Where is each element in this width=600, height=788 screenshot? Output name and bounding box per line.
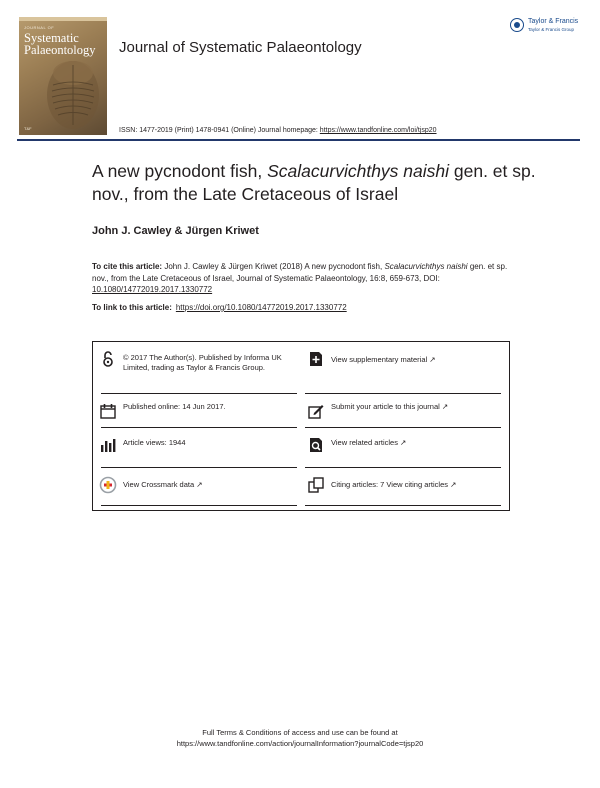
article-authors: John J. Cawley & Jürgen Kriwet — [92, 225, 259, 237]
cover-title-line1: Systematic — [24, 31, 79, 45]
submit-article-text: Submit your article to this journal ↗ — [331, 402, 449, 411]
open-access-icon — [99, 350, 117, 368]
logo-line2: Taylor & Francis Group — [528, 27, 575, 32]
header-rule — [17, 139, 580, 141]
copy-documents-icon — [307, 476, 325, 494]
title-part2: gen. et sp. nov., from the Late Cretaceous of Israel — [92, 161, 536, 204]
citing-articles-link[interactable] — [301, 468, 501, 508]
supplementary-material-link[interactable] — [301, 342, 501, 382]
crossmark-icon — [99, 476, 117, 494]
supplementary-text: View supplementary material ↗ — [331, 355, 436, 364]
document-plus-icon — [307, 350, 325, 368]
taylor-francis-logo — [510, 17, 585, 37]
citation-label: To cite this article: — [92, 262, 163, 271]
edit-pencil-icon — [307, 402, 325, 420]
crossmark-text: View Crossmark data ↗ — [123, 480, 203, 489]
related-articles-text: View related articles ↗ — [331, 438, 407, 447]
citation-species: Scalacurvichthys naishi — [384, 262, 468, 271]
article-doi-link[interactable]: https://doi.org/10.1080/14772019.2017.1330772 — [175, 303, 347, 312]
title-part1: A new pycnodont fish, — [92, 161, 268, 181]
title-species-name: Scalacurvichthys naishi — [267, 161, 450, 181]
article-views-cell — [93, 428, 293, 468]
journal-cover-image — [19, 17, 107, 135]
link-label: To link to this article: — [92, 303, 172, 312]
journal-homepage-link[interactable]: https://www.tandfonline.com/loi/tjsp20 — [319, 127, 437, 134]
tf-logo-icon — [510, 18, 524, 32]
article-title — [92, 160, 562, 206]
cover-journal-label: JOURNAL OF — [24, 25, 55, 30]
bar-chart-icon — [99, 436, 117, 454]
issn-line — [119, 127, 437, 134]
citation-doi-link[interactable]: 10.1080/14772019.2017.1330772 — [92, 285, 213, 294]
search-document-icon — [307, 436, 325, 454]
logo-line1: Taylor & Francis — [528, 18, 579, 25]
crossmark-link[interactable] — [93, 468, 293, 508]
citing-articles-text: Citing articles: 7 View citing articles ↗ — [331, 480, 457, 489]
calendar-icon — [99, 402, 117, 420]
link-line — [92, 303, 347, 312]
citation-text1: John J. Cawley & Jürgen Kriwet (2018) A new pycnodont fish, — [162, 262, 385, 271]
published-online-text: Published online: 14 Jun 2017. — [123, 402, 226, 411]
related-articles-link[interactable] — [301, 428, 501, 468]
footer-terms-link[interactable]: https://www.tandfonline.com/action/journalInformation?journalCode=tjsp20 — [176, 739, 424, 748]
citation-block — [92, 261, 512, 296]
citation-text2: gen. et sp. nov., from the Late Cretaceous of Israel, Journal of Systematic Palaeontology, 16:8, 659-673, DOI: — [92, 262, 508, 283]
article-views-text: Article views: 1944 — [123, 438, 186, 447]
open-access-cell — [93, 342, 293, 382]
open-access-text: © 2017 The Author(s). Published by Informa UK Limited, trading as Taylor & Francis Group. — [123, 353, 282, 372]
cover-publisher-mark: T&F — [24, 126, 32, 131]
issn-text: ISSN: 1477-2019 (Print) 1478-0941 (Online) Journal homepage: — [119, 127, 320, 134]
journal-title: Journal of Systematic Palaeontology — [119, 39, 362, 56]
footer-terms-text: Full Terms & Conditions of access and use can be found at — [202, 728, 398, 737]
cover-title — [24, 32, 96, 56]
article-info-box — [92, 341, 510, 511]
footer — [0, 727, 600, 749]
cover-title-line2: Palaeontology — [24, 43, 96, 57]
